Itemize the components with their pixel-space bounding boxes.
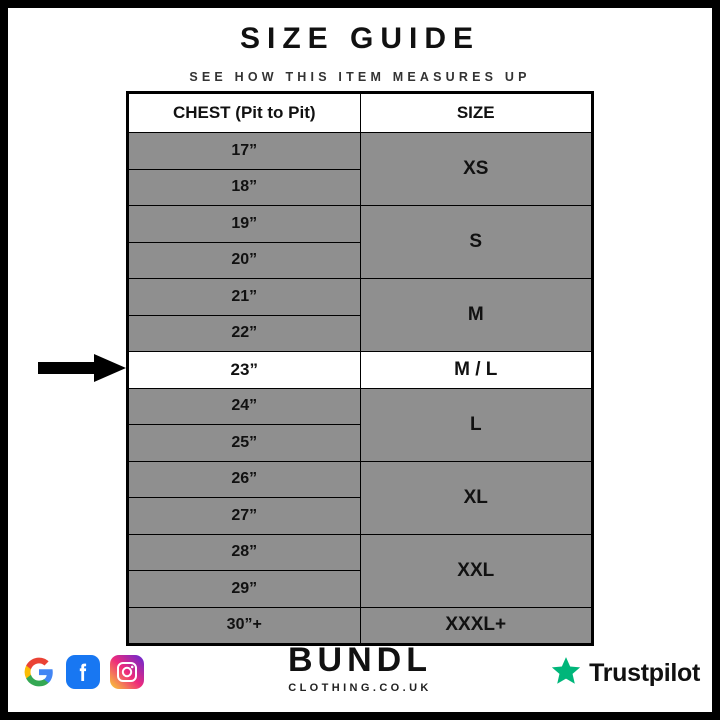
size-table xyxy=(128,93,592,644)
chest-measurement-cell: 26” xyxy=(129,461,361,498)
size-label-cell: L xyxy=(360,388,592,461)
size-label-cell: XS xyxy=(360,133,592,206)
chest-measurement-cell: 22” xyxy=(129,315,361,352)
table-header-row xyxy=(129,94,592,133)
page-subtitle: SEE HOW THIS ITEM MEASURES UP xyxy=(189,70,531,84)
chest-measurement-cell: 30”+ xyxy=(129,607,361,644)
chest-measurement-cell: 17” xyxy=(129,133,361,170)
table-row xyxy=(129,206,592,243)
column-header-chest: CHEST (Pit to Pit) xyxy=(129,94,361,133)
brand-name: BUNDL xyxy=(288,641,432,679)
chest-measurement-cell: 24” xyxy=(129,388,361,425)
size-label-cell: XXL xyxy=(360,534,592,607)
chest-measurement-cell: 27” xyxy=(129,498,361,535)
size-label-cell: XXXL+ xyxy=(360,607,592,644)
page-title: SIZE GUIDE xyxy=(239,22,481,55)
chest-measurement-cell: 20” xyxy=(129,242,361,279)
trustpilot-star-icon xyxy=(550,655,582,692)
table-row xyxy=(129,279,592,316)
trustpilot-badge[interactable] xyxy=(550,655,700,692)
table-row xyxy=(129,534,592,571)
chest-measurement-cell: 18” xyxy=(129,169,361,206)
chest-measurement-cell: 28” xyxy=(129,534,361,571)
chest-measurement-cell: 29” xyxy=(129,571,361,608)
card-footer xyxy=(8,633,712,712)
column-header-size: SIZE xyxy=(360,94,592,133)
table-row xyxy=(129,133,592,170)
table-row xyxy=(129,388,592,425)
table-row xyxy=(129,461,592,498)
size-label-cell: M / L xyxy=(360,352,592,389)
size-table-head xyxy=(129,94,592,133)
size-table-body xyxy=(129,133,592,644)
table-row xyxy=(129,352,592,389)
brand-website: CLOTHING.CO.UK xyxy=(288,681,432,694)
size-label-cell: M xyxy=(360,279,592,352)
chest-measurement-cell: 19” xyxy=(129,206,361,243)
trustpilot-label: Trustpilot xyxy=(589,659,700,687)
size-label-cell: S xyxy=(360,206,592,279)
size-guide-card xyxy=(8,8,712,712)
chest-measurement-cell: 23” xyxy=(129,352,361,389)
chest-measurement-cell: 21” xyxy=(129,279,361,316)
size-label-cell: XL xyxy=(360,461,592,534)
size-table-container xyxy=(126,91,594,646)
chest-measurement-cell: 25” xyxy=(129,425,361,462)
arrow-right-icon xyxy=(38,352,126,384)
